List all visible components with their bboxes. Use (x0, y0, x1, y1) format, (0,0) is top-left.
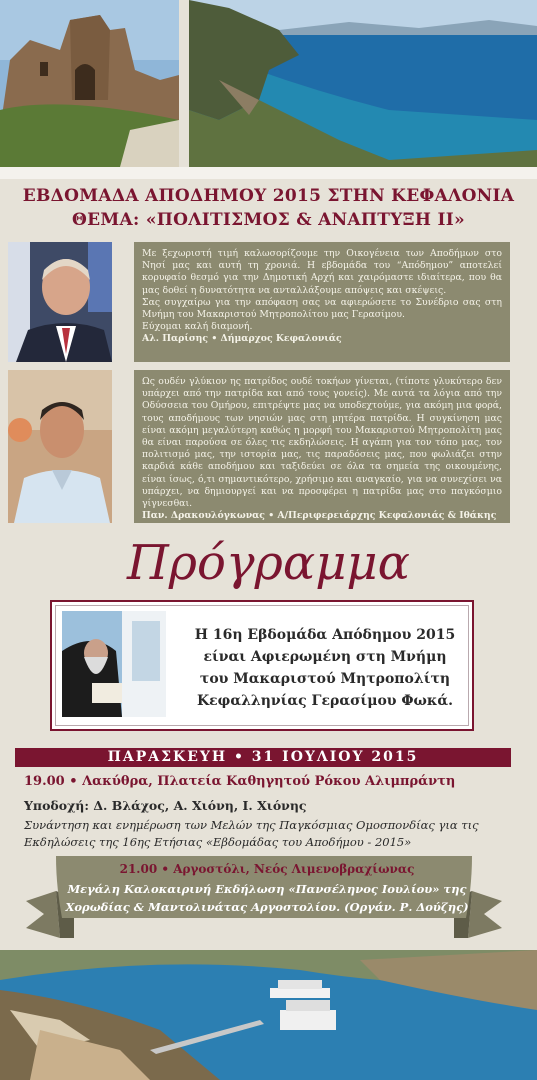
greeting-text: Με ξεχωριστή τιμή καλωσορίζουμε την Οικογένεια των Αποδήμων στο Νησί μας και αυτή τη χρονιά. Η εβδομάδα του “Απόδημου” αποτελεί κορυφαίο θεσμό για την Δημοτική Αρχή και χαιρόμαστε ιδιαίτερα, που θα μας δοθεί η δυνατότητα να ανταλλάξουμε απόψεις και σκέψεις. (142, 248, 502, 296)
event1-hosts: Υποδοχή: Δ. Βλάχος, Α. Χιόνη, Ι. Χιόνης (24, 798, 307, 813)
memorial-line: Κεφαλληνίας Γερασίμου Φωκά. (196, 693, 454, 709)
header-strip (0, 167, 537, 179)
mayor-portrait (8, 242, 112, 362)
greeting-text: Ως ουδέν γλύκιον ης πατρίδος ουδέ τοκήων γίνεται, (τίποτε γλυκύτερο δεν υπάρχει από την πατρίδα και από τους γονείς). Με αυτά τα λόγια από την Οδύσσεια του Ομήρου, επιτρέψτε μας να υποδεχτούμε, για ακόμη μια φορά, τους αποδήμους των νησιών μας στη μητέρα πατρίδα. Η συγκίνηση μας είναι ακόμη μεγαλύτερη καθώς η μορφή του Μακαριστού Μητροπολίτη μας θα είναι παρούσα σε όλες τις εκδηλώσεις. Η αγάπη για τον τόπο μας, τον πολιτισμό μας, την ιστορία μας, τις παραδόσεις μας, που φωλιάζει στην καρδιά κάθε αποδήμου και ταξιδεύει σε όλα τα σημεία της οικουμένης, είναι ίσως, ό,τι σημαντικότερο, χρήσιμο και αναγκαίο, για να συνεχίσει να υπάρχει, να δημιουργεί και να προσφέρει η πατρίδα μας στο παγκόσμιο γίγνεσθαι. (142, 376, 502, 510)
memorial-line: Η 16η Εβδομάδα Απόδημου 2015 (194, 627, 456, 643)
event2-heading: 21.00 • Αργοστόλι, Νεός Λιμενοβραχίωνας (119, 862, 415, 876)
event2-desc-line: Μεγάλη Καλοκαιρινή Εκδήλωση «Πανσέληνος Ιουλίου» της (67, 882, 467, 896)
vice-governor-greeting (134, 370, 510, 523)
greeting-signature: Αλ. Παρίσης • Δήμαρχος Κεφαλονιάς (142, 333, 342, 345)
vice-governor-portrait (8, 370, 112, 523)
event1-heading: 19.00 • Λακύθρα, Πλατεία Καθηγητού Ρόκου Αλιμπράντη (24, 774, 456, 789)
event1-desc-line: Εκδηλώσεις της 16ης Ετήσιας «Εβδομάδας του Αποδήμου - 2015» (24, 835, 412, 849)
memorial-line: του Μακαριστού Μητροπολίτη (199, 671, 451, 687)
greeting-text: Σας συγχαίρω για την απόφαση σας να αφιερώσετε το Συνέδριο σας στη Μνήμη του Μακαριστού Μητροπολίτου μας Γερασίμου. (142, 296, 502, 321)
page-title: ΕΒΔΟΜΑΔΑ ΑΠΟΔΗΜΟΥ 2015 ΣΤΗΝ ΚΕΦΑΛΟΝΙΑ (22, 186, 515, 206)
memorial-line: είναι Αφιερωμένη στη Μνήμη (203, 649, 447, 665)
event2-desc-line: Χορωδίας & Μαντολινάτας Αργοστολίου. (Οργάν. Ρ. Δούζης) (65, 900, 469, 914)
event1-description (24, 817, 514, 851)
event1-desc-line: Συνάντηση και ενημέρωση των Μελών της Παγκόσμιας Ομοσπονδίας για τις (24, 818, 479, 832)
coastal-bay-photo (189, 0, 537, 167)
harbour-photo (0, 950, 537, 1080)
event2-description (60, 880, 474, 916)
page-subtitle: ΘΕΜΑ: «ΠΟΛΙΤΙΣΜΟΣ & ΑΝΑΠΤΥΞΗ ΙΙ» (72, 210, 465, 230)
greeting-text: Εύχομαι καλή διαμονή. (142, 321, 253, 333)
metropolitan-photo (62, 611, 166, 717)
day-heading: ΠΑΡΑΣΚΕΥΗ • 31 ΙΟΥΛΙΟΥ 2015 (15, 748, 511, 767)
castle-ruins-photo (0, 0, 179, 167)
memorial-text (180, 624, 470, 712)
programme-title: Πρόγραμμα (126, 535, 411, 591)
mayor-greeting (134, 242, 510, 362)
memorial-box (50, 600, 474, 731)
greeting-signature: Παν. Δρακουλόγκωνας • Α/Περιφερειάρχης Κεφαλονιάς & Ιθάκης (142, 510, 497, 522)
